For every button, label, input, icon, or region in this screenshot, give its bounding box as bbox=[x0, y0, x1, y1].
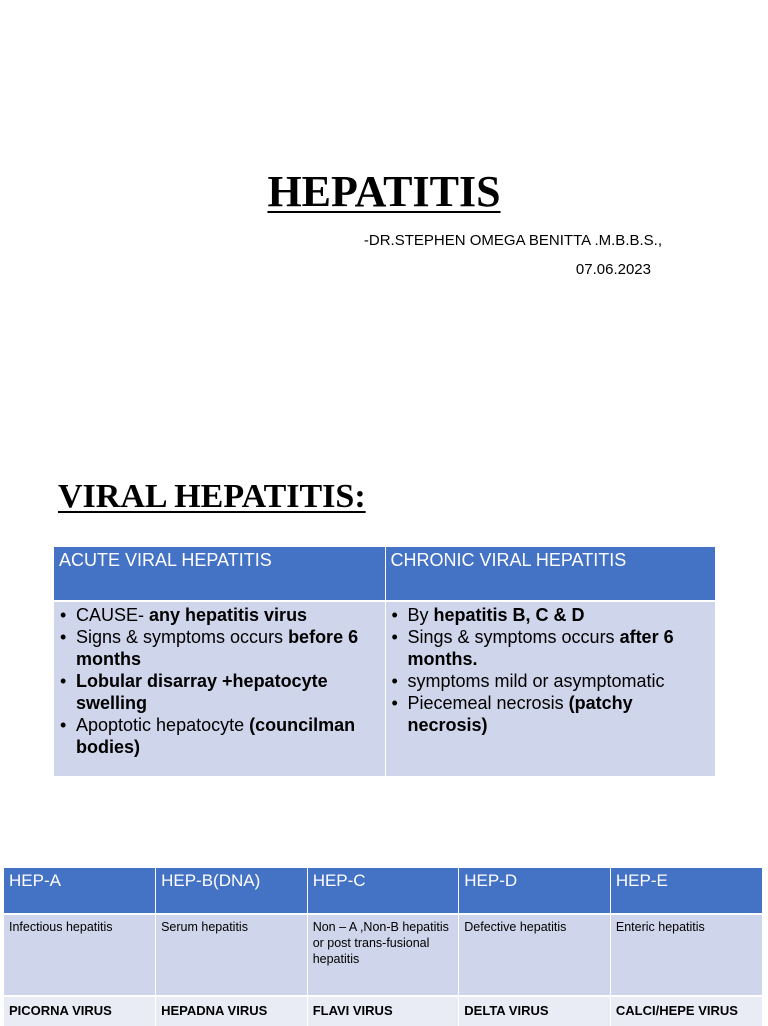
header-chronic: CHRONIC VIRAL HEPATITIS bbox=[385, 547, 715, 601]
bullet-text: Lobular disarray +hepatocyte swelling bbox=[76, 671, 328, 713]
bullet-text: By bbox=[407, 605, 434, 625]
list-item bbox=[58, 670, 381, 714]
bullet-text: hepatitis B, C & D bbox=[433, 605, 585, 625]
bullet-text: before 6 months bbox=[76, 627, 359, 669]
bullet-text: symptoms mild or asymptomatic bbox=[407, 671, 665, 691]
section-title: VIRAL HEPATITIS: bbox=[58, 478, 366, 515]
header-hep-b: HEP-B(DNA) bbox=[156, 868, 308, 914]
header-hep-a: HEP-A bbox=[4, 868, 156, 914]
list-item bbox=[390, 692, 712, 736]
list-item bbox=[390, 604, 712, 626]
bullet-text: (patchy necrosis) bbox=[407, 693, 633, 735]
bullet-text: Apoptotic hepatocyte bbox=[76, 715, 250, 735]
bullet-text: Signs & symptoms occurs bbox=[76, 627, 289, 647]
list-item bbox=[58, 604, 381, 626]
table-row bbox=[4, 914, 762, 996]
header-hep-d: HEP-D bbox=[459, 868, 611, 914]
name-hep-d: Defective hepatitis bbox=[459, 914, 611, 996]
bullet-text: Piecemeal necrosis bbox=[407, 693, 569, 713]
list-item bbox=[58, 626, 381, 670]
name-hep-b: Serum hepatitis bbox=[156, 914, 308, 996]
table-row bbox=[4, 996, 762, 1026]
virus-hep-a: PICORNA VIRUS bbox=[4, 996, 156, 1026]
name-hep-a: Infectious hepatitis bbox=[4, 914, 156, 996]
virus-hep-d: DELTA VIRUS bbox=[459, 996, 611, 1026]
virus-hep-e: CALCI/HEPE VIRUS bbox=[610, 996, 762, 1026]
chronic-cell bbox=[385, 601, 715, 776]
virus-hep-b: HEPADNA VIRUS bbox=[156, 996, 308, 1026]
author-line: -DR.STEPHEN OMEGA BENITTA .M.B.B.S., bbox=[363, 232, 662, 249]
bullet-text: any hepatitis virus bbox=[149, 605, 308, 625]
header-hep-c: HEP-C bbox=[307, 868, 459, 914]
bullet-text: (councilman bodies) bbox=[76, 715, 356, 757]
acute-bullet-list bbox=[58, 604, 381, 758]
name-hep-c: Non – A ,Non-B hepatitis or post trans-fusional hepatitis bbox=[307, 914, 459, 996]
bullet-text: after 6 months. bbox=[407, 627, 674, 669]
hepatitis-types-table bbox=[4, 868, 762, 1026]
header-acute: ACUTE VIRAL HEPATITIS bbox=[54, 547, 385, 601]
list-item bbox=[390, 626, 712, 670]
list-item bbox=[58, 714, 381, 758]
viral-hepatitis-table bbox=[54, 547, 715, 776]
header-hep-e: HEP-E bbox=[610, 868, 762, 914]
name-hep-e: Enteric hepatitis bbox=[610, 914, 762, 996]
acute-cell bbox=[54, 601, 385, 776]
virus-hep-c: FLAVI VIRUS bbox=[307, 996, 459, 1026]
date-line: 07.06.2023 bbox=[575, 261, 651, 278]
bullet-text: CAUSE- bbox=[76, 605, 150, 625]
chronic-bullet-list bbox=[390, 604, 712, 736]
list-item bbox=[390, 670, 712, 692]
bullet-text: Sings & symptoms occurs bbox=[407, 627, 620, 647]
page-title: HEPATITIS bbox=[267, 167, 501, 216]
